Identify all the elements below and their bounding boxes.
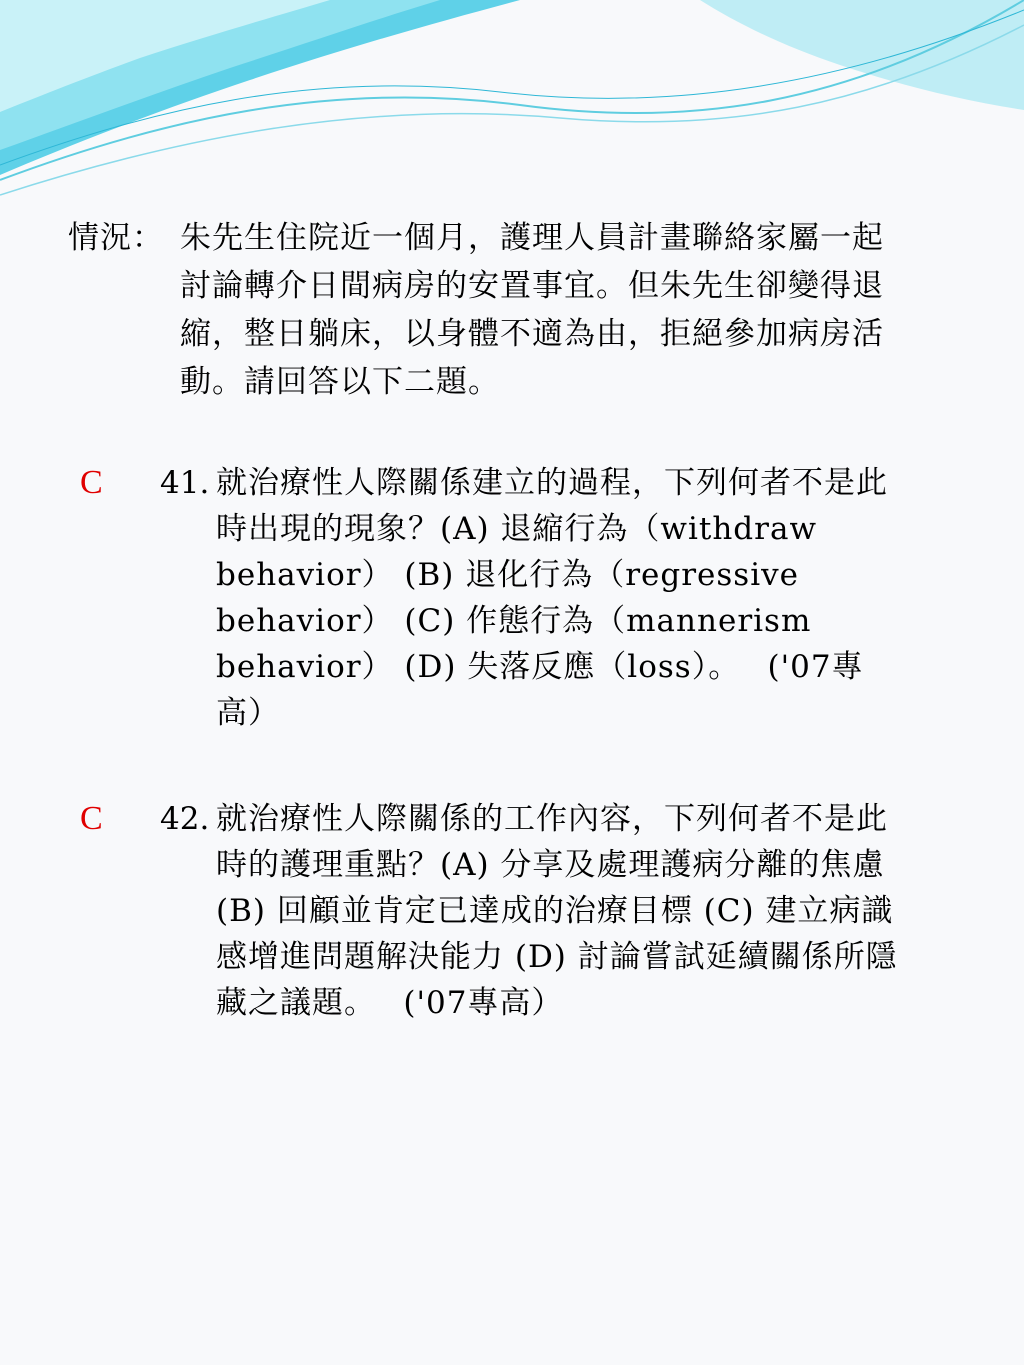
question-text: 就治療性人際關係建立的過程，下列何者不是此時出現的現象？(A) 退縮行為（withdraw behavior） (B) 退化行為（regressive behavior） (C) 作態行為（mannerism behavior） (D) 失落反應（loss）。 ('07專高） (216, 465, 888, 731)
question-number: 41. (160, 465, 210, 501)
answer-mark: C (80, 464, 103, 501)
question-number: 42. (160, 801, 210, 837)
header-wave-decoration (0, 0, 1024, 220)
answer-mark: C (80, 800, 103, 837)
question-text: 就治療性人際關係的工作內容，下列何者不是此時的護理重點？(A) 分享及處理護病分離的焦慮 (B) 回顧並肯定已達成的治療目標 (C) 建立病識感增進問題解決能力 (D) 討論嘗試延續關係所隱藏之議題。 ('07專高） (216, 801, 898, 1021)
scenario-label: 情況： (68, 220, 164, 256)
scenario-text: 朱先生住院近一個月，護理人員計畫聯絡家屬一起討論轉介日間病房的安置事宜。但朱先生卻變得退縮，整日躺床，以身體不適為由，拒絕參加病房活動。請回答以下二題。 (180, 220, 884, 400)
